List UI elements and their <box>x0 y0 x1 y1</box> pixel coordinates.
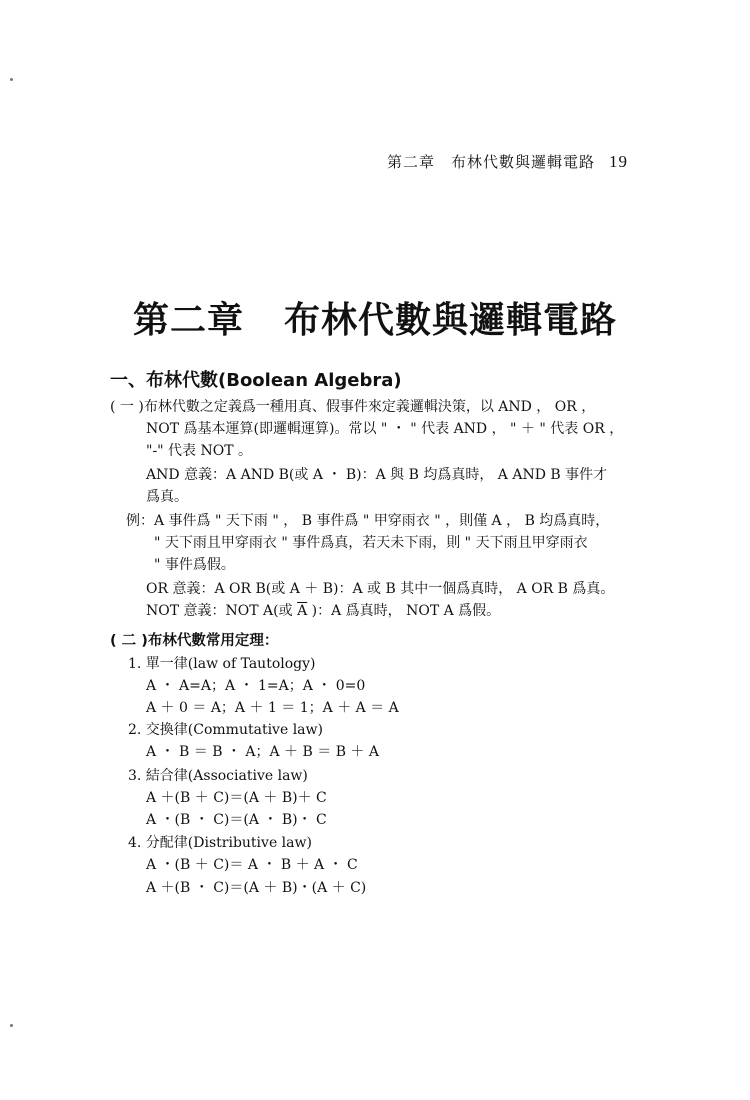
margin-mark <box>10 78 13 81</box>
example-line: 例：A 事件爲 " 天下雨 " ， B 事件爲 " 甲穿雨衣 " ，則僅 A ， B 均爲真時， <box>126 513 610 529</box>
chapter-name: 布林代數與邏輯電路 <box>284 300 618 341</box>
law-equation: A ＋(B ・ C)＝(A ＋ B)・(A ＋ C) <box>146 880 367 896</box>
law-title: 3. 結合律(Associative law) <box>128 768 308 784</box>
running-header <box>387 151 628 172</box>
not-prefix: NOT 意義：NOT A(或 <box>146 603 298 619</box>
section-heading: 一、布林代數(Boolean Algebra) <box>110 370 402 391</box>
not-definition-line <box>146 601 500 621</box>
paragraph-line: "-" 代表 NOT 。 <box>146 443 253 459</box>
law-title: 4. 分配律(Distributive law) <box>128 835 312 851</box>
law-equation: A ・(B ＋ C)＝ A ・ B ＋ A ・ C <box>146 857 358 873</box>
paragraph-line: AND 意義：A AND B(或 A ・ B)：A 與 B 均爲真時， A AND B 事件才 <box>146 467 608 483</box>
law-equation: A ・(B ・ C)＝(A ・ B)・ C <box>146 812 327 828</box>
example-line: " 事件爲假。 <box>154 557 235 573</box>
paragraph-line: ( 一 )布林代數之定義爲一種用真、假事件來定義邏輯決策，以 AND ， OR ， <box>110 399 596 415</box>
paragraph-line: NOT 爲基本運算(即邏輯運算)。常以 " ・ " 代表 AND ， " ＋ " 代表 OR ， <box>146 421 624 437</box>
page-number: 19 <box>609 152 628 171</box>
paragraph-line: OR 意義：A OR B(或 A ＋ B)：A 或 B 其中一個爲真時， A OR B 爲真。 <box>146 581 615 597</box>
law-equation: A ＋(B ＋ C)＝(A ＋ B)＋ C <box>146 790 327 806</box>
header-title: 第二章 布林代數與邏輯電路 <box>386 153 595 171</box>
overline-a: $\overline{A}$ <box>297 603 308 619</box>
law-equation: A ・ A=A；A ・ 1=A；A ・ 0=0 <box>146 678 366 694</box>
margin-mark <box>10 1024 13 1027</box>
not-suffix: )：A 爲真時， NOT A 爲假。 <box>307 603 501 619</box>
law-equation: A ・ B ＝ B ・ A；A ＋ B ＝ B ＋ A <box>146 744 379 760</box>
subsection-heading: ( 二 )布林代數常用定理： <box>110 633 279 649</box>
law-equation: A ＋ 0 ＝ A；A ＋ 1 ＝ 1；A ＋ A ＝ A <box>146 700 399 716</box>
law-title: 1. 單一律(law of Tautology) <box>128 656 316 672</box>
chapter-number: 第二章 <box>132 300 244 341</box>
chapter-title <box>0 292 750 343</box>
law-title: 2. 交換律(Commutative law) <box>128 722 323 738</box>
paragraph-line: 爲真。 <box>146 489 188 505</box>
example-line: " 天下雨且甲穿雨衣 " 事件爲真，若天未下雨，則 " 天下雨且甲穿雨衣 <box>154 535 588 551</box>
